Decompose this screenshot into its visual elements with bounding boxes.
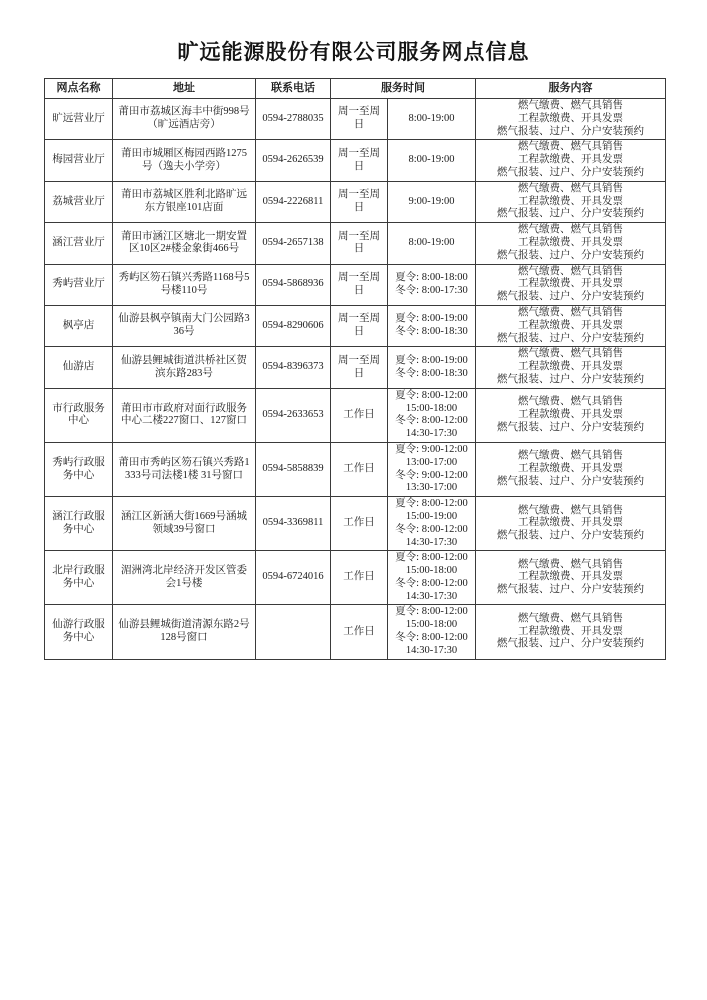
cell-site-name: 仙游行政服务中心 bbox=[45, 605, 113, 659]
cell-address: 莆田市涵江区塘北一期安置区10区2#楼金象街466号 bbox=[113, 223, 256, 264]
cell-phone: 0594-5868936 bbox=[256, 264, 331, 305]
cell-phone: 0594-2226811 bbox=[256, 181, 331, 222]
cell-services: 燃气缴费、燃气具销售 工程款缴费、开具发票 燃气报装、过户、分户安装预约 bbox=[476, 551, 666, 605]
cell-address: 仙游县鲤城街道洪桥社区贺滨东路283号 bbox=[113, 347, 256, 388]
header-row bbox=[45, 79, 666, 99]
cell-site-name: 涵江营业厅 bbox=[45, 223, 113, 264]
cell-service-hours: 夏令: 8:00-12:00 15:00-19:00 冬令: 8:00-12:00 14:30-17:30 bbox=[388, 497, 476, 551]
cell-phone: 0594-5858839 bbox=[256, 442, 331, 496]
table-body bbox=[45, 99, 666, 660]
cell-address: 仙游县枫亭镇南大门公园路336号 bbox=[113, 305, 256, 346]
cell-address: 莆田市荔城区胜利北路旷远东方银座101店面 bbox=[113, 181, 256, 222]
table-row bbox=[45, 551, 666, 605]
cell-address: 莆田市市政府对面行政服务中心二楼227窗口、127窗口 bbox=[113, 388, 256, 442]
cell-service-hours: 夏令: 9:00-12:00 13:00-17:00 冬令: 9:00-12:00 13:30-17:00 bbox=[388, 442, 476, 496]
table-header bbox=[45, 79, 666, 99]
cell-site-name: 北岸行政服务中心 bbox=[45, 551, 113, 605]
page-title: 旷远能源股份有限公司服务网点信息 bbox=[177, 41, 530, 64]
cell-phone bbox=[256, 605, 331, 659]
table-row bbox=[45, 99, 666, 140]
cell-service-days: 工作日 bbox=[331, 442, 388, 496]
cell-site-name: 涵江行政服务中心 bbox=[45, 497, 113, 551]
cell-address: 莆田市荔城区海丰中街998号（旷远酒店旁） bbox=[113, 99, 256, 140]
cell-phone: 0594-2626539 bbox=[256, 140, 331, 181]
cell-address: 莆田市城厢区梅园西路1275号（逸夫小学旁） bbox=[113, 140, 256, 181]
cell-site-name: 旷远营业厅 bbox=[45, 99, 113, 140]
table-row bbox=[45, 181, 666, 222]
cell-address: 涵江区新涵大街1669号涵城领域39号窗口 bbox=[113, 497, 256, 551]
cell-service-days: 周一至周日 bbox=[331, 99, 388, 140]
header-address: 地址 bbox=[113, 79, 256, 99]
cell-services: 燃气缴费、燃气具销售 工程款缴费、开具发票 燃气报装、过户、分户安装预约 bbox=[476, 264, 666, 305]
table-row bbox=[45, 223, 666, 264]
cell-service-days: 周一至周日 bbox=[331, 181, 388, 222]
cell-services: 燃气缴费、燃气具销售 工程款缴费、开具发票 燃气报装、过户、分户安装预约 bbox=[476, 99, 666, 140]
table-row bbox=[45, 388, 666, 442]
cell-service-hours: 夏令: 8:00-19:00 冬令: 8:00-18:30 bbox=[388, 305, 476, 346]
cell-service-days: 工作日 bbox=[331, 388, 388, 442]
cell-services: 燃气缴费、燃气具销售 工程款缴费、开具发票 燃气报装、过户、分户安装预约 bbox=[476, 140, 666, 181]
cell-service-days: 工作日 bbox=[331, 497, 388, 551]
header-site-name: 网点名称 bbox=[45, 79, 113, 99]
cell-services: 燃气缴费、燃气具销售 工程款缴费、开具发票 燃气报装、过户、分户安装预约 bbox=[476, 605, 666, 659]
cell-site-name: 市行政服务中心 bbox=[45, 388, 113, 442]
cell-phone: 0594-2657138 bbox=[256, 223, 331, 264]
table-row bbox=[45, 605, 666, 659]
cell-site-name: 梅园营业厅 bbox=[45, 140, 113, 181]
cell-service-days: 周一至周日 bbox=[331, 264, 388, 305]
cell-service-hours: 夏令: 8:00-19:00 冬令: 8:00-18:30 bbox=[388, 347, 476, 388]
cell-site-name: 秀屿营业厅 bbox=[45, 264, 113, 305]
cell-address: 秀屿区笏石镇兴秀路1168号5号楼110号 bbox=[113, 264, 256, 305]
cell-site-name: 仙游店 bbox=[45, 347, 113, 388]
cell-service-days: 周一至周日 bbox=[331, 305, 388, 346]
cell-services: 燃气缴费、燃气具销售 工程款缴费、开具发票 燃气报装、过户、分户安装预约 bbox=[476, 347, 666, 388]
cell-service-hours: 夏令: 8:00-18:00 冬令: 8:00-17:30 bbox=[388, 264, 476, 305]
table-row bbox=[45, 497, 666, 551]
service-network-table bbox=[44, 78, 666, 660]
cell-service-days: 工作日 bbox=[331, 551, 388, 605]
cell-address: 莆田市秀屿区笏石镇兴秀路1333号司法楼1楼 31号窗口 bbox=[113, 442, 256, 496]
cell-services: 燃气缴费、燃气具销售 工程款缴费、开具发票 燃气报装、过户、分户安装预约 bbox=[476, 497, 666, 551]
cell-site-name: 秀屿行政服务中心 bbox=[45, 442, 113, 496]
cell-service-days: 工作日 bbox=[331, 605, 388, 659]
cell-service-days: 周一至周日 bbox=[331, 347, 388, 388]
cell-service-days: 周一至周日 bbox=[331, 223, 388, 264]
cell-service-hours: 夏令: 8:00-12:00 15:00-18:00 冬令: 8:00-12:00 14:30-17:30 bbox=[388, 388, 476, 442]
cell-service-hours: 夏令: 8:00-12:00 15:00-18:00 冬令: 8:00-12:00 14:30-17:30 bbox=[388, 605, 476, 659]
cell-site-name: 枫亭店 bbox=[45, 305, 113, 346]
table-row bbox=[45, 305, 666, 346]
cell-phone: 0594-2633653 bbox=[256, 388, 331, 442]
cell-service-hours: 8:00-19:00 bbox=[388, 223, 476, 264]
cell-services: 燃气缴费、燃气具销售 工程款缴费、开具发票 燃气报装、过户、分户安装预约 bbox=[476, 388, 666, 442]
cell-phone: 0594-2788035 bbox=[256, 99, 331, 140]
table-row bbox=[45, 264, 666, 305]
cell-services: 燃气缴费、燃气具销售 工程款缴费、开具发票 燃气报装、过户、分户安装预约 bbox=[476, 305, 666, 346]
cell-service-hours: 8:00-19:00 bbox=[388, 140, 476, 181]
cell-service-days: 周一至周日 bbox=[331, 140, 388, 181]
table-row bbox=[45, 347, 666, 388]
cell-service-hours: 8:00-19:00 bbox=[388, 99, 476, 140]
cell-phone: 0594-6724016 bbox=[256, 551, 331, 605]
cell-site-name: 荔城营业厅 bbox=[45, 181, 113, 222]
table-row bbox=[45, 140, 666, 181]
cell-services: 燃气缴费、燃气具销售 工程款缴费、开具发票 燃气报装、过户、分户安装预约 bbox=[476, 181, 666, 222]
cell-service-hours: 9:00-19:00 bbox=[388, 181, 476, 222]
cell-service-hours: 夏令: 8:00-12:00 15:00-18:00 冬令: 8:00-12:00 14:30-17:30 bbox=[388, 551, 476, 605]
cell-phone: 0594-8290606 bbox=[256, 305, 331, 346]
header-service-time: 服务时间 bbox=[331, 79, 476, 99]
header-phone: 联系电话 bbox=[256, 79, 331, 99]
cell-phone: 0594-3369811 bbox=[256, 497, 331, 551]
cell-services: 燃气缴费、燃气具销售 工程款缴费、开具发票 燃气报装、过户、分户安装预约 bbox=[476, 223, 666, 264]
table-row bbox=[45, 442, 666, 496]
cell-services: 燃气缴费、燃气具销售 工程款缴费、开具发票 燃气报装、过户、分户安装预约 bbox=[476, 442, 666, 496]
cell-phone: 0594-8396373 bbox=[256, 347, 331, 388]
header-service-content: 服务内容 bbox=[476, 79, 666, 99]
cell-address: 仙游县鲤城街道清源东路2号128号窗口 bbox=[113, 605, 256, 659]
cell-address: 湄洲湾北岸经济开发区管委会1号楼 bbox=[113, 551, 256, 605]
